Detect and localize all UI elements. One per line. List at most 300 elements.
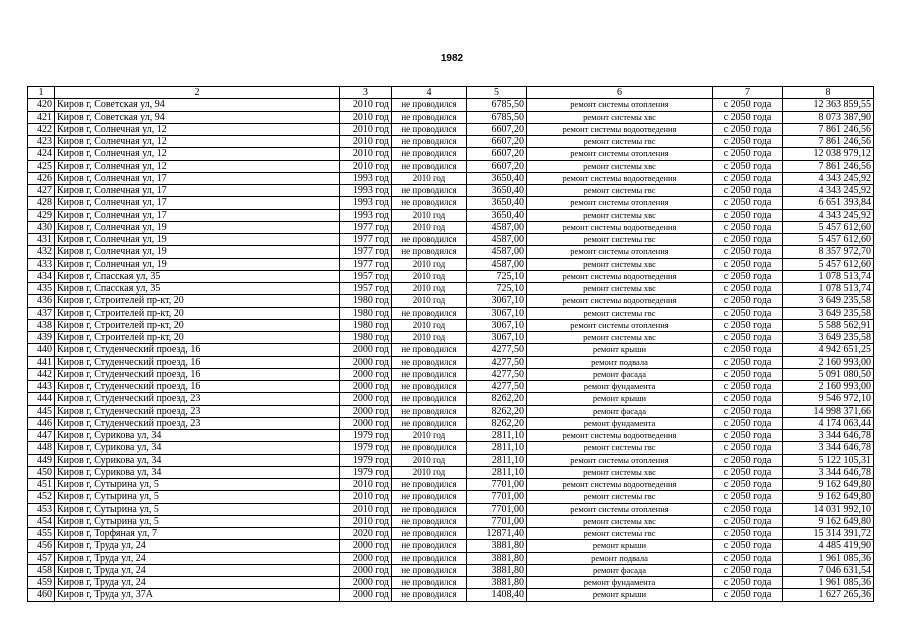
work-type-cell: ремонт системы гвс [527,528,713,540]
work-type-cell: ремонт фасада [527,405,713,417]
planned-period-cell: с 2050 года [713,417,783,429]
build-year-cell: 2000 год [340,577,392,589]
row-number-cell: 443 [28,381,55,393]
work-type-cell: ремонт системы водоотведения [527,479,713,491]
table-row [28,405,874,417]
address-cell: Киров г, Сурикова ул, 34 [55,442,340,454]
last-repair-cell: не проводился [392,185,467,197]
planned-period-cell: с 2050 года [713,185,783,197]
build-year-cell: 1979 год [340,466,392,478]
work-type-cell: ремонт системы отопления [527,319,713,331]
last-repair-cell: 2010 год [392,209,467,221]
table-row [28,99,874,111]
build-year-cell: 1979 год [340,454,392,466]
area-cell: 4587,00 [467,246,527,258]
address-cell: Киров г, Солнечная ул, 17 [55,185,340,197]
build-year-cell: 1977 год [340,258,392,270]
row-number-cell: 421 [28,111,55,123]
cost-cell: 3 344 646,78 [783,466,874,478]
planned-period-cell: с 2050 года [713,405,783,417]
cost-cell: 8 073 387,90 [783,111,874,123]
planned-period-cell: с 2050 года [713,160,783,172]
area-cell: 7701,00 [467,491,527,503]
table-row [28,270,874,282]
address-cell: Киров г, Строителей пр-кт, 20 [55,307,340,319]
table-row [28,185,874,197]
planned-period-cell: с 2050 года [713,221,783,233]
planned-period-cell: с 2050 года [713,197,783,209]
row-number-cell: 456 [28,540,55,552]
planned-period-cell: с 2050 года [713,136,783,148]
address-cell: Киров г, Советская ул, 94 [55,99,340,111]
last-repair-cell: не проводился [392,99,467,111]
area-cell: 6607,20 [467,160,527,172]
table-row [28,283,874,295]
area-cell: 8262,20 [467,405,527,417]
last-repair-cell: не проводился [392,197,467,209]
row-number-cell: 452 [28,491,55,503]
table-row [28,491,874,503]
address-cell: Киров г, Труда ул, 24 [55,577,340,589]
cost-cell: 7 861 246,56 [783,123,874,135]
table-row [28,466,874,478]
work-type-cell: ремонт системы хвс [527,283,713,295]
last-repair-cell: 2010 год [392,319,467,331]
cost-cell: 9 546 972,10 [783,393,874,405]
cost-cell: 4 343 245,92 [783,172,874,184]
planned-period-cell: с 2050 года [713,234,783,246]
area-cell: 12871,40 [467,528,527,540]
row-number-cell: 425 [28,160,55,172]
row-number-cell: 438 [28,319,55,331]
cost-cell: 14 998 371,66 [783,405,874,417]
work-type-cell: ремонт фасада [527,368,713,380]
column-header: 7 [713,87,783,99]
work-type-cell: ремонт системы отопления [527,197,713,209]
row-number-cell: 426 [28,172,55,184]
row-number-cell: 431 [28,234,55,246]
build-year-cell: 2000 год [340,356,392,368]
build-year-cell: 1980 год [340,307,392,319]
cost-cell: 3 649 235,58 [783,332,874,344]
table-row [28,111,874,123]
planned-period-cell: с 2050 года [713,430,783,442]
build-year-cell: 2010 год [340,479,392,491]
last-repair-cell: не проводился [392,246,467,258]
address-cell: Киров г, Солнечная ул, 17 [55,209,340,221]
table-row [28,197,874,209]
work-type-cell: ремонт системы отопления [527,503,713,515]
table-row [28,479,874,491]
planned-period-cell: с 2050 года [713,356,783,368]
column-header: 2 [55,87,340,99]
cost-cell: 9 162 649,80 [783,479,874,491]
cost-cell: 6 651 393,84 [783,197,874,209]
address-cell: Киров г, Торфяная ул, 7 [55,528,340,540]
planned-period-cell: с 2050 года [713,540,783,552]
area-cell: 6607,20 [467,123,527,135]
work-type-cell: ремонт крыши [527,540,713,552]
area-cell: 4277,50 [467,381,527,393]
row-number-cell: 435 [28,283,55,295]
cost-cell: 4 485 419,90 [783,540,874,552]
table-header-row [28,87,874,99]
last-repair-cell: не проводился [392,577,467,589]
table-row [28,381,874,393]
last-repair-cell: не проводился [392,393,467,405]
area-cell: 2811,10 [467,442,527,454]
address-cell: Киров г, Строителей пр-кт, 20 [55,332,340,344]
cost-cell: 2 160 993,00 [783,381,874,393]
area-cell: 3881,80 [467,540,527,552]
table-row [28,136,874,148]
build-year-cell: 2010 год [340,111,392,123]
area-cell: 1408,40 [467,589,527,601]
planned-period-cell: с 2050 года [713,552,783,564]
planned-period-cell: с 2050 года [713,283,783,295]
planned-period-cell: с 2050 года [713,209,783,221]
planned-period-cell: с 2050 года [713,172,783,184]
address-cell: Киров г, Сурикова ул, 34 [55,466,340,478]
address-cell: Киров г, Строителей пр-кт, 20 [55,319,340,331]
area-cell: 7701,00 [467,515,527,527]
planned-period-cell: с 2050 года [713,515,783,527]
row-number-cell: 428 [28,197,55,209]
last-repair-cell: не проводился [392,405,467,417]
build-year-cell: 2010 год [340,503,392,515]
work-type-cell: ремонт системы отопления [527,148,713,160]
row-number-cell: 457 [28,552,55,564]
area-cell: 3881,80 [467,552,527,564]
address-cell: Киров г, Солнечная ул, 19 [55,258,340,270]
address-cell: Киров г, Спасская ул, 35 [55,270,340,282]
work-type-cell: ремонт системы хвс [527,209,713,221]
table-row [28,577,874,589]
table-row [28,332,874,344]
row-number-cell: 442 [28,368,55,380]
build-year-cell: 2010 год [340,148,392,160]
table-row [28,368,874,380]
last-repair-cell: не проводился [392,540,467,552]
address-cell: Киров г, Строителей пр-кт, 20 [55,295,340,307]
table-row [28,552,874,564]
build-year-cell: 1977 год [340,221,392,233]
area-cell: 2811,10 [467,454,527,466]
address-cell: Киров г, Солнечная ул, 12 [55,123,340,135]
cost-cell: 5 122 105,31 [783,454,874,466]
table-row [28,393,874,405]
last-repair-cell: не проводился [392,368,467,380]
address-cell: Киров г, Сутырина ул, 5 [55,515,340,527]
cost-cell: 3 649 235,58 [783,295,874,307]
cost-cell: 1 078 513,74 [783,283,874,295]
work-type-cell: ремонт системы гвс [527,136,713,148]
last-repair-cell: 2010 год [392,295,467,307]
row-number-cell: 422 [28,123,55,135]
column-header: 6 [527,87,713,99]
last-repair-cell: не проводился [392,417,467,429]
table-row [28,319,874,331]
cost-cell: 2 160 993,00 [783,356,874,368]
work-type-cell: ремонт системы хвс [527,160,713,172]
area-cell: 3067,10 [467,332,527,344]
planned-period-cell: с 2050 года [713,344,783,356]
build-year-cell: 2010 год [340,515,392,527]
address-cell: Киров г, Студенческий проезд, 23 [55,393,340,405]
row-number-cell: 451 [28,479,55,491]
row-number-cell: 420 [28,99,55,111]
table-row [28,258,874,270]
work-type-cell: ремонт подвала [527,552,713,564]
table-row [28,209,874,221]
area-cell: 725,10 [467,270,527,282]
planned-period-cell: с 2050 года [713,319,783,331]
table-row [28,148,874,160]
planned-period-cell: с 2050 года [713,246,783,258]
last-repair-cell: не проводился [392,344,467,356]
address-cell: Киров г, Труда ул, 24 [55,552,340,564]
last-repair-cell: не проводился [392,564,467,576]
table-row [28,515,874,527]
cost-cell: 4 174 063,44 [783,417,874,429]
row-number-cell: 455 [28,528,55,540]
area-cell: 3067,10 [467,295,527,307]
table-row [28,307,874,319]
build-year-cell: 1980 год [340,332,392,344]
last-repair-cell: не проводился [392,479,467,491]
planned-period-cell: с 2050 года [713,564,783,576]
row-number-cell: 432 [28,246,55,258]
work-type-cell: ремонт системы гвс [527,234,713,246]
column-header: 1 [28,87,55,99]
table-row [28,160,874,172]
work-type-cell: ремонт системы водоотведения [527,295,713,307]
row-number-cell: 437 [28,307,55,319]
planned-period-cell: с 2050 года [713,295,783,307]
build-year-cell: 1980 год [340,295,392,307]
address-cell: Киров г, Солнечная ул, 12 [55,160,340,172]
row-number-cell: 427 [28,185,55,197]
work-type-cell: ремонт крыши [527,344,713,356]
area-cell: 3650,40 [467,185,527,197]
work-type-cell: ремонт системы хвс [527,332,713,344]
planned-period-cell: с 2050 года [713,307,783,319]
row-number-cell: 433 [28,258,55,270]
build-year-cell: 1979 год [340,430,392,442]
cost-cell: 5 457 612,60 [783,234,874,246]
last-repair-cell: 2010 год [392,221,467,233]
cost-cell: 7 861 246,56 [783,136,874,148]
work-type-cell: ремонт системы хвс [527,466,713,478]
column-header: 4 [392,87,467,99]
address-cell: Киров г, Спасская ул, 35 [55,283,340,295]
address-cell: Киров г, Труда ул, 24 [55,540,340,552]
last-repair-cell: 2010 год [392,332,467,344]
row-number-cell: 446 [28,417,55,429]
area-cell: 4277,50 [467,356,527,368]
cost-cell: 4 343 245,92 [783,185,874,197]
build-year-cell: 1957 год [340,270,392,282]
planned-period-cell: с 2050 года [713,381,783,393]
row-number-cell: 430 [28,221,55,233]
table-row [28,417,874,429]
address-cell: Киров г, Солнечная ул, 12 [55,148,340,160]
cost-cell: 5 457 612,60 [783,258,874,270]
build-year-cell: 1993 год [340,209,392,221]
build-year-cell: 2010 год [340,136,392,148]
build-year-cell: 2000 год [340,344,392,356]
address-cell: Киров г, Труда ул, 24 [55,564,340,576]
work-type-cell: ремонт системы хвс [527,111,713,123]
cost-cell: 1 961 085,36 [783,577,874,589]
cost-cell: 5 091 080,50 [783,368,874,380]
page-number: 1982 [440,53,464,64]
build-year-cell: 1980 год [340,319,392,331]
table-row [28,564,874,576]
table-row [28,295,874,307]
table-row [28,528,874,540]
planned-period-cell: с 2050 года [713,111,783,123]
row-number-cell: 449 [28,454,55,466]
last-repair-cell: не проводился [392,160,467,172]
last-repair-cell: не проводился [392,503,467,515]
column-header: 5 [467,87,527,99]
column-header: 8 [783,87,874,99]
table-row [28,442,874,454]
row-number-cell: 447 [28,430,55,442]
build-year-cell: 2010 год [340,491,392,503]
build-year-cell: 1977 год [340,234,392,246]
last-repair-cell: 2010 год [392,283,467,295]
address-cell: Киров г, Студенческий проезд, 16 [55,356,340,368]
work-type-cell: ремонт системы водоотведения [527,221,713,233]
area-cell: 3650,40 [467,197,527,209]
area-cell: 3881,80 [467,577,527,589]
last-repair-cell: не проводился [392,234,467,246]
address-cell: Киров г, Солнечная ул, 19 [55,234,340,246]
address-cell: Киров г, Сутырина ул, 5 [55,503,340,515]
table-row [28,503,874,515]
last-repair-cell: не проводился [392,515,467,527]
address-cell: Киров г, Сурикова ул, 34 [55,454,340,466]
address-cell: Киров г, Студенческий проезд, 23 [55,417,340,429]
row-number-cell: 436 [28,295,55,307]
build-year-cell: 2000 год [340,589,392,601]
planned-period-cell: с 2050 года [713,491,783,503]
row-number-cell: 454 [28,515,55,527]
address-cell: Киров г, Солнечная ул, 17 [55,172,340,184]
planned-period-cell: с 2050 года [713,258,783,270]
work-type-cell: ремонт системы водоотведения [527,270,713,282]
last-repair-cell: не проводился [392,528,467,540]
row-number-cell: 458 [28,564,55,576]
work-type-cell: ремонт системы гвс [527,491,713,503]
planned-period-cell: с 2050 года [713,479,783,491]
address-cell: Киров г, Студенческий проезд, 16 [55,344,340,356]
build-year-cell: 2000 год [340,564,392,576]
table-row [28,123,874,135]
area-cell: 8262,20 [467,417,527,429]
cost-cell: 5 588 562,91 [783,319,874,331]
planned-period-cell: с 2050 года [713,148,783,160]
area-cell: 725,10 [467,283,527,295]
cost-cell: 8 357 972,70 [783,246,874,258]
work-type-cell: ремонт системы отопления [527,246,713,258]
repair-schedule-table [27,86,874,602]
build-year-cell: 2010 год [340,123,392,135]
table-row [28,589,874,601]
build-year-cell: 1957 год [340,283,392,295]
cost-cell: 1 627 265,36 [783,589,874,601]
planned-period-cell: с 2050 года [713,368,783,380]
work-type-cell: ремонт системы водоотведения [527,430,713,442]
address-cell: Киров г, Сутырина ул, 5 [55,479,340,491]
work-type-cell: ремонт крыши [527,589,713,601]
area-cell: 4587,00 [467,221,527,233]
row-number-cell: 448 [28,442,55,454]
area-cell: 6785,50 [467,99,527,111]
last-repair-cell: не проводился [392,148,467,160]
planned-period-cell: с 2050 года [713,123,783,135]
build-year-cell: 2000 год [340,552,392,564]
work-type-cell: ремонт системы хвс [527,515,713,527]
planned-period-cell: с 2050 года [713,577,783,589]
last-repair-cell: не проводился [392,111,467,123]
cost-cell: 1 961 085,36 [783,552,874,564]
build-year-cell: 2000 год [340,368,392,380]
area-cell: 4587,00 [467,234,527,246]
build-year-cell: 1979 год [340,442,392,454]
row-number-cell: 450 [28,466,55,478]
cost-cell: 9 162 649,80 [783,515,874,527]
area-cell: 6607,20 [467,148,527,160]
last-repair-cell: не проводился [392,589,467,601]
cost-cell: 3 344 646,78 [783,442,874,454]
planned-period-cell: с 2050 года [713,442,783,454]
address-cell: Киров г, Солнечная ул, 19 [55,221,340,233]
build-year-cell: 2000 год [340,381,392,393]
work-type-cell: ремонт системы водоотведения [527,172,713,184]
area-cell: 7701,00 [467,479,527,491]
area-cell: 4277,50 [467,368,527,380]
address-cell: Киров г, Сурикова ул, 34 [55,430,340,442]
area-cell: 8262,20 [467,393,527,405]
cost-cell: 5 457 612,60 [783,221,874,233]
area-cell: 6607,20 [467,136,527,148]
build-year-cell: 2010 год [340,160,392,172]
last-repair-cell: не проводился [392,123,467,135]
build-year-cell: 1993 год [340,185,392,197]
work-type-cell: ремонт подвала [527,356,713,368]
cost-cell: 15 314 391,72 [783,528,874,540]
area-cell: 3881,80 [467,564,527,576]
last-repair-cell: 2010 год [392,258,467,270]
address-cell: Киров г, Солнечная ул, 19 [55,246,340,258]
last-repair-cell: не проводился [392,491,467,503]
area-cell: 4277,50 [467,344,527,356]
address-cell: Киров г, Студенческий проезд, 23 [55,405,340,417]
area-cell: 2811,10 [467,430,527,442]
area-cell: 6785,50 [467,111,527,123]
build-year-cell: 2000 год [340,405,392,417]
build-year-cell: 1993 год [340,172,392,184]
work-type-cell: ремонт фундамента [527,381,713,393]
cost-cell: 7 861 246,56 [783,160,874,172]
planned-period-cell: с 2050 года [713,393,783,405]
build-year-cell: 2020 год [340,528,392,540]
cost-cell: 1 078 513,74 [783,270,874,282]
last-repair-cell: не проводился [392,307,467,319]
